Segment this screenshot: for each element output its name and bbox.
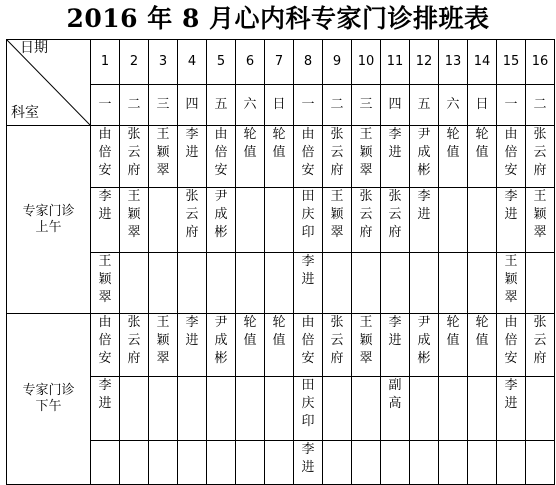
day-number-cell: 1 (91, 40, 120, 85)
doctor-cell (91, 188, 120, 253)
weekday-cell: 一 (497, 85, 526, 126)
doctor-cell (526, 253, 555, 314)
doctor-name: 轮值 (272, 315, 286, 348)
doctor-name: 田庆印 (301, 189, 315, 240)
schedule-row (7, 126, 555, 188)
doctor-cell (294, 377, 323, 441)
doctor-cell (236, 377, 265, 441)
doctor-cell (120, 377, 149, 441)
doctor-cell (207, 188, 236, 253)
doctor-cell (352, 188, 381, 253)
session-label: 专家门诊 上午 (7, 126, 91, 314)
doctor-name: 由倍安 (98, 315, 112, 366)
doctor-name: 李进 (301, 442, 315, 475)
doctor-cell (91, 314, 120, 377)
doctor-cell (468, 314, 497, 377)
doctor-name: 由倍安 (98, 127, 112, 178)
doctor-cell (178, 314, 207, 377)
doctor-cell (207, 314, 236, 377)
doctor-cell (120, 188, 149, 253)
doctor-cell (265, 441, 294, 485)
doctor-name: 轮值 (272, 127, 286, 160)
doctor-name: 尹成彬 (214, 315, 228, 366)
weekday-cell: 六 (236, 85, 265, 126)
schedule-table (6, 39, 555, 485)
doctor-cell (410, 377, 439, 441)
doctor-cell (410, 253, 439, 314)
doctor-name: 尹成彬 (214, 189, 228, 240)
doctor-cell (468, 188, 497, 253)
doctor-cell (265, 253, 294, 314)
doctor-name: 王颖翠 (533, 189, 547, 240)
doctor-cell (236, 188, 265, 253)
day-number-cell: 5 (207, 40, 236, 85)
doctor-cell (294, 188, 323, 253)
weekday-cell: 三 (149, 85, 178, 126)
day-number-cell: 16 (526, 40, 555, 85)
doctor-cell (149, 126, 178, 188)
doctor-cell (236, 126, 265, 188)
doctor-name: 王颖翠 (127, 189, 141, 240)
day-number-cell: 13 (439, 40, 468, 85)
doctor-cell (526, 314, 555, 377)
doctor-cell (497, 377, 526, 441)
weekday-cell: 五 (207, 85, 236, 126)
doctor-cell (294, 253, 323, 314)
day-number-cell: 10 (352, 40, 381, 85)
doctor-name: 王颖翠 (156, 315, 170, 366)
doctor-cell (468, 441, 497, 485)
doctor-cell (439, 377, 468, 441)
doctor-cell (468, 377, 497, 441)
weekday-cell: 一 (91, 85, 120, 126)
doctor-cell (526, 377, 555, 441)
doctor-cell (352, 126, 381, 188)
doctor-cell (323, 314, 352, 377)
doctor-name: 张云府 (359, 189, 373, 240)
doctor-cell (236, 314, 265, 377)
day-number-cell: 14 (468, 40, 497, 85)
weekday-cell: 一 (294, 85, 323, 126)
doctor-cell (120, 253, 149, 314)
doctor-name: 张云府 (330, 127, 344, 178)
doctor-cell (410, 314, 439, 377)
doctor-cell (178, 377, 207, 441)
doctor-name: 张云府 (533, 127, 547, 178)
doctor-cell (207, 253, 236, 314)
doctor-cell (381, 253, 410, 314)
doctor-name: 李进 (185, 127, 199, 160)
doctor-cell (236, 441, 265, 485)
day-number-cell: 2 (120, 40, 149, 85)
schedule-row (7, 314, 555, 377)
doctor-cell (178, 188, 207, 253)
page-title: 2016 年 8 月心内科专家门诊排班表 (66, 4, 490, 33)
doctor-name: 轮值 (446, 127, 460, 160)
doctor-name: 王颖翠 (330, 189, 344, 240)
doctor-name: 王颖翠 (359, 315, 373, 366)
doctor-cell (439, 314, 468, 377)
doctor-cell (178, 253, 207, 314)
doctor-name: 由倍安 (301, 315, 315, 366)
doctor-cell (178, 126, 207, 188)
doctor-name: 田庆印 (301, 378, 315, 429)
doctor-name: 李进 (98, 189, 112, 222)
weekday-cell: 二 (526, 85, 555, 126)
doctor-name: 轮值 (475, 315, 489, 348)
doctor-cell (497, 126, 526, 188)
doctor-cell (381, 314, 410, 377)
doctor-cell (468, 126, 497, 188)
dept-label: 科室 (11, 105, 39, 121)
doctor-cell (91, 377, 120, 441)
doctor-cell (91, 441, 120, 485)
doctor-cell (352, 377, 381, 441)
doctor-cell (207, 377, 236, 441)
doctor-cell (381, 441, 410, 485)
day-number-cell: 8 (294, 40, 323, 85)
doctor-cell (294, 126, 323, 188)
doctor-name: 王颖翠 (359, 127, 373, 178)
doctor-cell (91, 253, 120, 314)
doctor-cell (207, 126, 236, 188)
doctor-cell (439, 126, 468, 188)
doctor-name: 由倍安 (504, 315, 518, 366)
doctor-name: 张云府 (185, 189, 199, 240)
header-corner-cell (7, 40, 91, 126)
doctor-name: 张云府 (533, 315, 547, 366)
doctor-cell (120, 441, 149, 485)
weekday-cell: 二 (120, 85, 149, 126)
doctor-name: 李进 (388, 315, 402, 348)
weekday-cell: 二 (323, 85, 352, 126)
doctor-cell (149, 314, 178, 377)
weekday-cell: 三 (352, 85, 381, 126)
doctor-cell (265, 377, 294, 441)
doctor-name: 李进 (417, 189, 431, 222)
doctor-name: 副高 (388, 378, 402, 411)
doctor-cell (410, 441, 439, 485)
doctor-name: 尹成彬 (417, 127, 431, 178)
doctor-cell (526, 188, 555, 253)
doctor-name: 李进 (98, 378, 112, 411)
doctor-name: 李进 (185, 315, 199, 348)
doctor-cell (294, 314, 323, 377)
doctor-cell (323, 441, 352, 485)
doctor-name: 张云府 (127, 315, 141, 366)
doctor-cell (323, 253, 352, 314)
doctor-name: 由倍安 (301, 127, 315, 178)
doctor-cell (265, 314, 294, 377)
doctor-cell (410, 188, 439, 253)
doctor-cell (149, 188, 178, 253)
doctor-cell (236, 253, 265, 314)
doctor-cell (497, 441, 526, 485)
doctor-name: 轮值 (243, 315, 257, 348)
doctor-cell (352, 441, 381, 485)
doctor-cell (439, 188, 468, 253)
doctor-cell (526, 441, 555, 485)
weekday-cell: 六 (439, 85, 468, 126)
doctor-name: 张云府 (388, 189, 402, 240)
weekday-cell: 四 (381, 85, 410, 126)
doctor-cell (149, 377, 178, 441)
doctor-cell (352, 253, 381, 314)
doctor-name: 李进 (504, 378, 518, 411)
doctor-name: 轮值 (243, 127, 257, 160)
doctor-cell (468, 253, 497, 314)
doctor-cell (526, 126, 555, 188)
doctor-name: 尹成彬 (417, 315, 431, 366)
doctor-cell (497, 314, 526, 377)
doctor-cell (439, 441, 468, 485)
doctor-cell (381, 126, 410, 188)
doctor-cell (352, 314, 381, 377)
doctor-name: 由倍安 (504, 127, 518, 178)
weekday-cell: 四 (178, 85, 207, 126)
doctor-cell (323, 188, 352, 253)
doctor-cell (381, 377, 410, 441)
doctor-cell (294, 441, 323, 485)
day-number-cell: 9 (323, 40, 352, 85)
doctor-cell (323, 377, 352, 441)
doctor-cell (497, 253, 526, 314)
weekday-cell: 日 (265, 85, 294, 126)
doctor-name: 轮值 (446, 315, 460, 348)
doctor-name: 轮值 (475, 127, 489, 160)
day-number-cell: 15 (497, 40, 526, 85)
day-number-cell: 12 (410, 40, 439, 85)
doctor-cell (207, 441, 236, 485)
doctor-cell (120, 314, 149, 377)
doctor-name: 张云府 (127, 127, 141, 178)
doctor-name: 李进 (301, 254, 315, 287)
day-number-cell: 4 (178, 40, 207, 85)
doctor-name: 王颖翠 (504, 254, 518, 305)
doctor-name: 王颖翠 (98, 254, 112, 305)
doctor-name: 由倍安 (214, 127, 228, 178)
doctor-name: 李进 (504, 189, 518, 222)
doctor-cell (439, 253, 468, 314)
weekday-cell: 五 (410, 85, 439, 126)
day-number-cell: 7 (265, 40, 294, 85)
doctor-cell (410, 126, 439, 188)
doctor-cell (149, 253, 178, 314)
doctor-name: 王颖翠 (156, 127, 170, 178)
day-number-cell: 11 (381, 40, 410, 85)
doctor-cell (265, 126, 294, 188)
doctor-cell (265, 188, 294, 253)
doctor-name: 李进 (388, 127, 402, 160)
session-label: 专家门诊 下午 (7, 314, 91, 485)
doctor-cell (323, 126, 352, 188)
doctor-cell (91, 126, 120, 188)
doctor-cell (497, 188, 526, 253)
weekday-cell: 日 (468, 85, 497, 126)
date-label: 日期 (20, 40, 48, 56)
day-number-cell: 6 (236, 40, 265, 85)
doctor-name: 张云府 (330, 315, 344, 366)
doctor-cell (381, 188, 410, 253)
doctor-cell (149, 441, 178, 485)
doctor-cell (178, 441, 207, 485)
day-number-cell: 3 (149, 40, 178, 85)
doctor-cell (120, 126, 149, 188)
